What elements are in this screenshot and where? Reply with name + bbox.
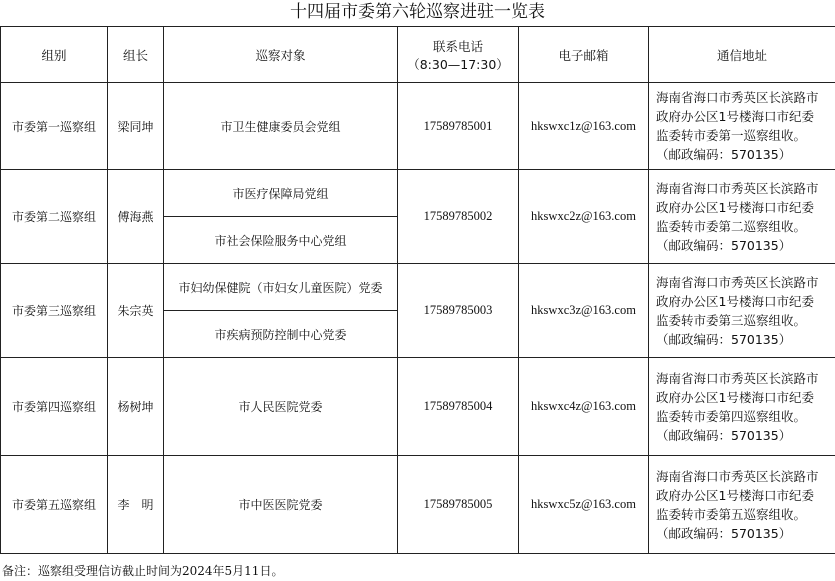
group-cell: 市委第一巡察组	[1, 83, 108, 170]
target-cell: 市中医医院党委	[164, 456, 398, 554]
table-row	[1, 264, 835, 311]
target-cell: 市人民医院党委	[164, 358, 398, 456]
address-cell	[649, 456, 835, 554]
address-cell	[649, 264, 835, 358]
group-cell: 市委第五巡察组	[1, 456, 108, 554]
address-line: 海南省海口市秀英区长滨路市	[656, 180, 819, 196]
address-line: （邮政编码：570135）	[656, 147, 792, 162]
address-line: 监委转市委第四巡察组收。	[656, 408, 807, 424]
address-line: 政府办公区1号楼海口市纪委	[656, 487, 814, 503]
address-cell	[649, 170, 835, 264]
group-cell: 市委第三巡察组	[1, 264, 108, 358]
address-line: 海南省海口市秀英区长滨路市	[656, 370, 819, 386]
phone-cell: 17589785002	[398, 170, 519, 264]
header-phone-label: 联系电话	[432, 38, 483, 54]
address-cell	[649, 358, 835, 456]
table-row	[1, 456, 835, 554]
table-row	[1, 170, 835, 217]
address-line: 海南省海口市秀英区长滨路市	[656, 274, 819, 290]
address-line: （邮政编码：570135）	[656, 237, 792, 253]
page-title: 十四届市委第六轮巡察进驻一览表	[290, 2, 545, 22]
leader-cell: 李 明	[108, 456, 164, 554]
inspection-table	[0, 26, 835, 554]
address-line: 监委转市委第二巡察组收。	[656, 218, 807, 234]
email-cell: hkswxc4z@163.com	[519, 358, 649, 456]
address-line: 政府办公区1号楼海口市纪委	[656, 199, 814, 215]
target-cell: 市妇幼保健院（市妇女儿童医院）党委	[164, 264, 398, 311]
address-line: （邮政编码：570135）	[656, 331, 792, 347]
target-cell: 市疾病预防控制中心党委	[164, 311, 398, 358]
address-line: （邮政编码：570135）	[656, 427, 792, 443]
email-cell: hkswxc3z@163.com	[519, 264, 649, 358]
header-row	[1, 27, 835, 83]
address-line: 监委转市委第五巡察组收。	[656, 506, 807, 522]
address-cell	[649, 83, 835, 170]
header-address: 通信地址	[649, 27, 835, 83]
leader-cell: 傅海燕	[108, 170, 164, 264]
header-group: 组别	[1, 27, 108, 83]
target-cell: 市医疗保障局党组	[164, 170, 398, 217]
address-line: 政府办公区1号楼海口市纪委	[656, 109, 814, 124]
group-cell: 市委第四巡察组	[1, 358, 108, 456]
table-row	[1, 358, 835, 456]
email-cell: hkswxc2z@163.com	[519, 170, 649, 264]
header-leader: 组长	[108, 27, 164, 83]
address-line: 海南省海口市秀英区长滨路市	[656, 468, 819, 484]
group-cell: 市委第二巡察组	[1, 170, 108, 264]
address-line: （邮政编码：570135）	[656, 525, 792, 541]
header-phone-hours: （8:30—17:30）	[407, 56, 509, 72]
email-cell: hkswxc5z@163.com	[519, 456, 649, 554]
target-cell: 市社会保险服务中心党组	[164, 217, 398, 264]
phone-cell: 17589785001	[398, 83, 519, 170]
phone-cell: 17589785005	[398, 456, 519, 554]
phone-cell: 17589785003	[398, 264, 519, 358]
leader-cell: 杨树坤	[108, 358, 164, 456]
leader-cell: 梁同坤	[108, 83, 164, 170]
address-line: 政府办公区1号楼海口市纪委	[656, 293, 814, 309]
address-line: 监委转市委第一巡察组收。	[656, 128, 807, 143]
address-line: 监委转市委第三巡察组收。	[656, 312, 807, 328]
target-cell: 市卫生健康委员会党组	[164, 83, 398, 170]
address-line: 政府办公区1号楼海口市纪委	[656, 389, 814, 405]
header-phone	[398, 27, 519, 83]
table-row	[1, 83, 835, 170]
phone-cell: 17589785004	[398, 358, 519, 456]
footnote: 备注：巡察组受理信访截止时间为2024年5月11日。	[2, 564, 284, 578]
header-email: 电子邮箱	[519, 27, 649, 83]
leader-cell: 朱宗英	[108, 264, 164, 358]
address-line: 海南省海口市秀英区长滨路市	[656, 90, 819, 105]
email-cell: hkswxc1z@163.com	[519, 83, 649, 170]
header-target: 巡察对象	[164, 27, 398, 83]
